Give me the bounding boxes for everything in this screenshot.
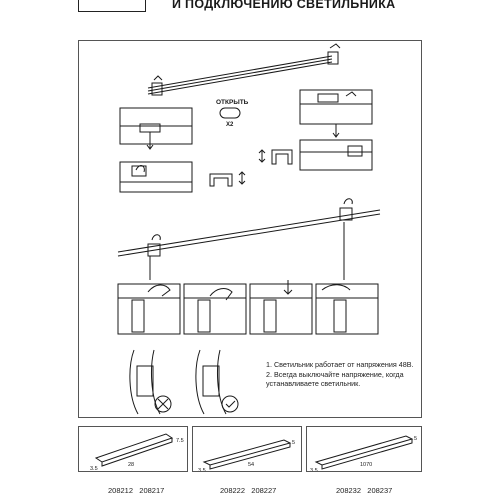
- product-3-length: 1070: [360, 462, 373, 468]
- clip-symbols: [210, 150, 292, 186]
- note-2: 2. Всегда выключайте напряжение, когда устанавливаете светильник.: [266, 370, 404, 388]
- product-3-height: 5: [414, 436, 418, 442]
- product-code: 208222: [220, 486, 246, 495]
- product-2-codes: [220, 486, 276, 495]
- mount-detail-wrong: [130, 350, 171, 414]
- product-code: 208232: [336, 486, 362, 495]
- note-1: 1. Светильник работает от напряжения 48В.: [266, 360, 414, 369]
- product-3-codes: [336, 486, 392, 495]
- clip-badge-count: X2: [226, 122, 234, 128]
- product-2-width: 3.5: [198, 468, 206, 474]
- step-panel-2: [184, 284, 246, 334]
- product-1-codes: [108, 486, 164, 495]
- product-code: 208217: [139, 486, 165, 495]
- product-code: 208227: [251, 486, 277, 495]
- track-rail-middle: [118, 199, 380, 280]
- page-title: И ПОДКЛЮЧЕНИЮ СВЕТИЛЬНИКА: [172, 0, 396, 11]
- product-2-height: 5: [292, 440, 296, 446]
- product-1-length: 28: [128, 462, 135, 468]
- product-1-height: 7.5: [176, 438, 184, 444]
- step-panel-3: [250, 280, 312, 334]
- product-code: 208212: [108, 486, 134, 495]
- product-1-width: 3.5: [90, 466, 98, 472]
- track-rail-top: [148, 44, 340, 95]
- step-panel-4: [316, 284, 378, 334]
- product-box-1: [78, 426, 188, 472]
- safety-notes: [266, 360, 418, 389]
- clip-badge: [216, 99, 249, 128]
- step-panel-1: [118, 284, 180, 334]
- product-3-width: 3.5: [310, 468, 318, 474]
- product-code: 208237: [367, 486, 393, 495]
- mount-detail-right: [196, 350, 238, 414]
- product-box-3: [306, 426, 422, 472]
- product-box-2: [192, 426, 302, 472]
- clip-badge-label: ОТКРЫТЬ: [216, 99, 249, 106]
- track-detail-right: [300, 90, 372, 170]
- product-2-length: 54: [248, 462, 255, 468]
- track-detail-left: [120, 108, 192, 192]
